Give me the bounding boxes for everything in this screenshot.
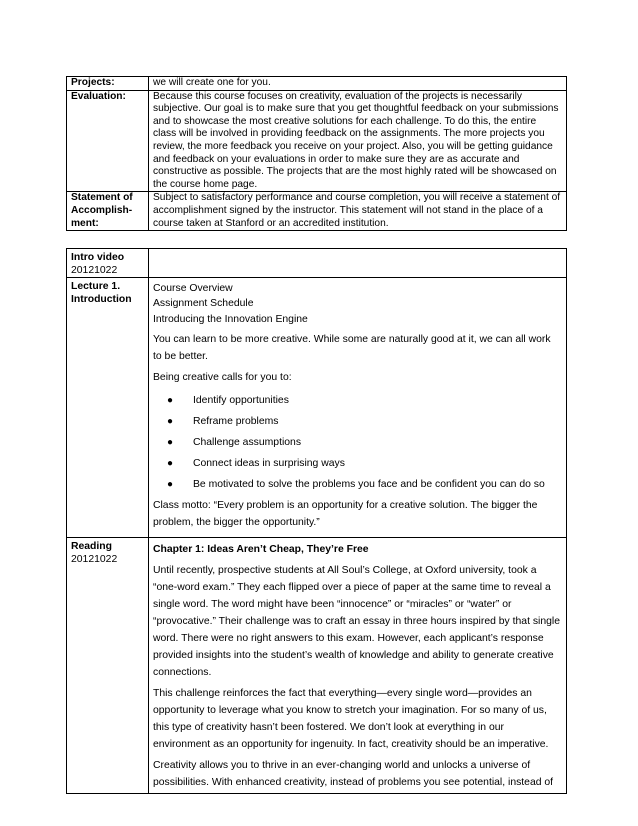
empty-cell — [149, 249, 567, 278]
bullet-list — [153, 390, 562, 495]
paragraph: Creativity allows you to thrive in an ever-changing world and unlocks a universe of possibilities. With enhanced creativity, instead of problems you see potential, instead of — [153, 760, 554, 789]
lecture-notes-table — [66, 248, 567, 794]
paragraph: Until recently, prospective students at All Soul’s College, at Oxford university, took a “one-word exam.” They each flipped over a piece of paper at the same time to reveal a single word. The word might have been “innocence” or “miracles” or “water” or “provocative.” Their challenge was to craft an essay in three hours inspired by that single word. There were no right answers to this exam. However, each applicant’s response provided insights into the student’s wealth of knowledge and ability to generate creative connections. — [153, 565, 560, 679]
chapter-heading: Chapter 1: Ideas Aren’t Cheap, They’re Free — [153, 544, 369, 556]
bullet-icon: ● — [167, 437, 174, 449]
row-text: Because this course focuses on creativity, evaluation of the projects is necessarily subjective. Our goal is to make sure that you get thoughtful feedback on your submissions and to showcase the most creative solutions for each challenge. To do this, the entire class will be involved in providing feedback on the assignments. The more projects you review, the more feedback you receive on your project. Also, you will be getting guidance and feedback on your evaluations in order to make sure they are as accurate and constructive as possible. The projects that are the most highly rated will be showcased on the course home page. — [149, 90, 567, 192]
list-item: ● Be motivated to solve the problems you face and be confident you can do so — [167, 474, 562, 495]
bullet-icon: ● — [167, 458, 174, 470]
table-row — [67, 538, 567, 794]
table-row — [67, 249, 567, 278]
row-text: Subject to satisfactory performance and course completion, you will receive a statement of accomplishment signed by the instructor. This statement will not stand in the place of a course taken at Stanford or an accredited institution. — [149, 192, 567, 231]
row-label: Intro video — [71, 252, 125, 263]
reading-label — [67, 538, 149, 794]
table-row — [67, 192, 567, 231]
bullet-icon: ● — [167, 416, 174, 428]
class-motto: Class motto: “Every problem is an opportunity for a creative solution. The bigger the problem, the bigger the opportunity.” — [153, 500, 538, 529]
paragraph: You can learn to be more creative. While some are naturally good at it, we can all work to be better. — [153, 334, 551, 363]
list-item: ● Challenge assumptions — [167, 432, 562, 453]
row-label: Evaluation: — [67, 90, 149, 192]
course-info-table — [66, 76, 567, 231]
outline-line: Introducing the Innovation Engine — [153, 313, 308, 325]
list-item: ● Reframe problems — [167, 411, 562, 432]
row-text: we will create one for you. — [149, 77, 567, 91]
reading-content — [149, 538, 567, 794]
list-item: ● Identify opportunities — [167, 390, 562, 411]
bullet-icon: ● — [167, 395, 174, 407]
outline-line: Assignment Schedule — [153, 298, 254, 310]
lecture-content — [149, 278, 567, 538]
row-label: Projects: — [67, 77, 149, 91]
table-row — [67, 278, 567, 538]
table-row — [67, 90, 567, 192]
list-item: ● Connect ideas in surprising ways — [167, 453, 562, 474]
table-row — [67, 77, 567, 91]
bullet-icon: ● — [167, 479, 174, 491]
row-label: Statement of Accomplish-ment: — [67, 192, 149, 231]
paragraph: Being creative calls for you to: — [153, 372, 292, 384]
lecture-label: Lecture 1. Introduction — [67, 278, 149, 538]
paragraph: This challenge reinforces the fact that everything—every single word—provides an opportunity to leverage what you know to stretch your imagination. For so many of us, this type of creativity hasn’t been fostered. We don’t look at everything in our environment as an opportunity for ingenuity. In fact, creativity should be an imperative. — [153, 688, 549, 751]
intro-video-label — [67, 249, 149, 278]
row-label: Reading — [71, 541, 112, 553]
row-date: 20121022 — [71, 554, 118, 566]
outline-line: Course Overview — [153, 283, 233, 294]
row-date: 20121022 — [71, 265, 118, 276]
